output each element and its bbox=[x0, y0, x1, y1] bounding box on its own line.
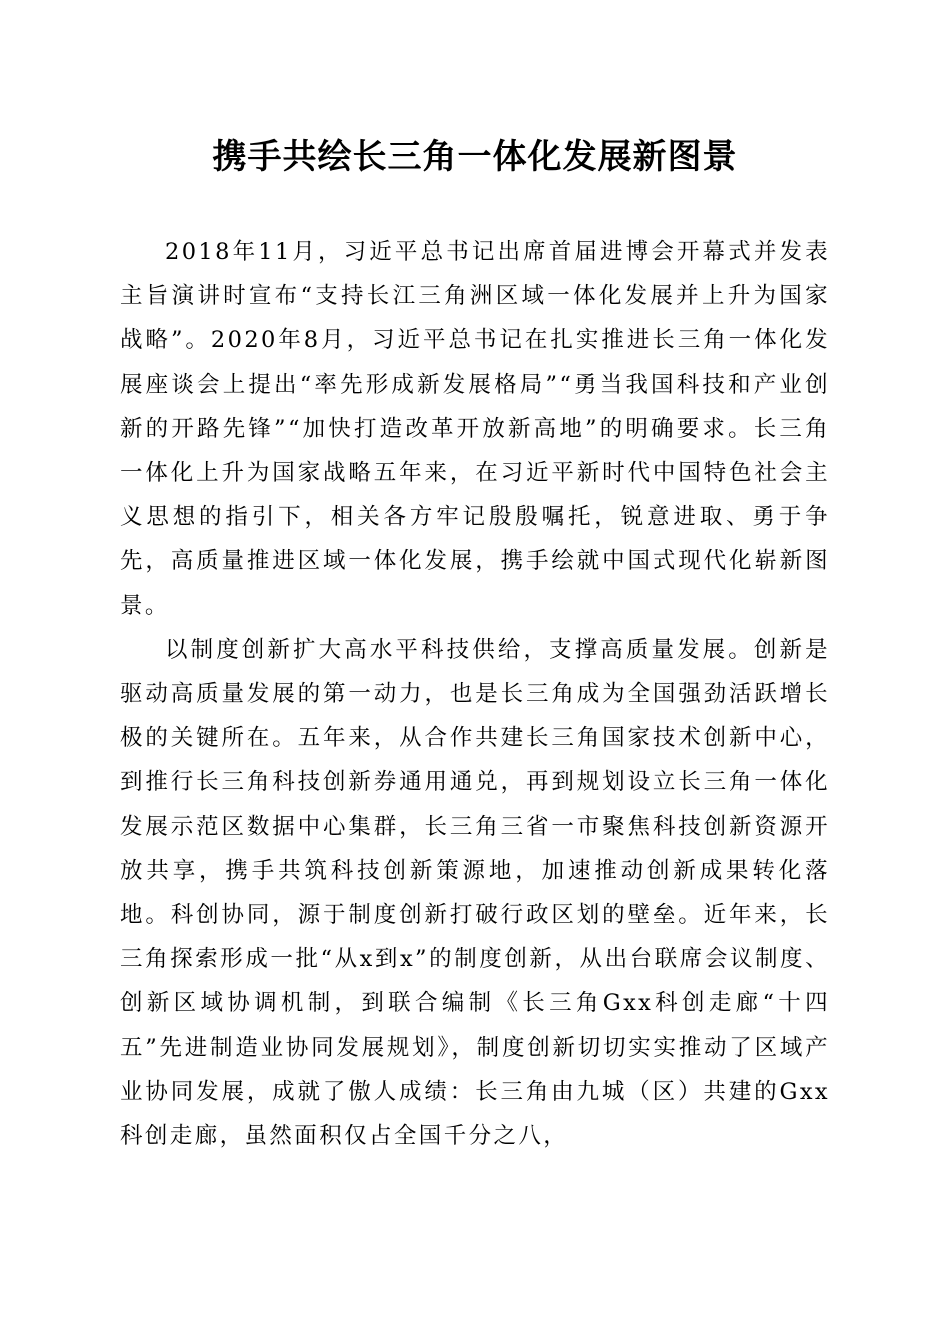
paragraph-2: 以制度创新扩大高水平科技供给，支撑高质量发展。创新是驱动高质量发展的第一动力，也是长三角成为全国强劲活跃增长极的关键所在。五年来，从合作共建长三角国家技术创新中心，到推行长三角科技创新券通用通兑，再到规划设立长三角一体化发展示范区数据中心集群，长三角三省一市聚焦科技创新资源开放共享，携手共筑科技创新策源地，加速推动创新成果转化落地。科创协同，源于制度创新打破行政区划的壁垒。近年来，长三角探索形成一批“从x到x”的制度创新，从出台联席会议制度、创新区域协调机制，到联合编制《长三角Gxx科创走廊“十四五”先进制造业协同发展规划》，制度创新切切实实推动了区域产业协同发展，成就了傲人成绩：长三角由九城（区）共建的Gxx科创走廊，虽然面积仅占全国千分之八， bbox=[120, 636, 830, 1150]
document-title: 携手共绘长三角一体化发展新图景 bbox=[212, 137, 738, 177]
document-body bbox=[120, 230, 830, 1158]
paragraph-1: 2018年11月，习近平总书记出席首届进博会开幕式并发表主旨演讲时宣布“支持长江三角洲区域一体化发展并上升为国家战略”。2020年8月，习近平总书记在扎实推进长三角一体化发展座谈会上提出“率先形成新发展格局”“勇当我国科技和产业创新的开路先锋”“加快打造改革开放新高地”的明确要求。长三角一体化上升为国家战略五年来，在习近平新时代中国特色社会主义思想的指引下，相关各方牢记殷殷嘱托，锐意进取、勇于争先，高质量推进区域一体化发展，携手绘就中国式现代化崭新图景。 bbox=[120, 239, 830, 619]
